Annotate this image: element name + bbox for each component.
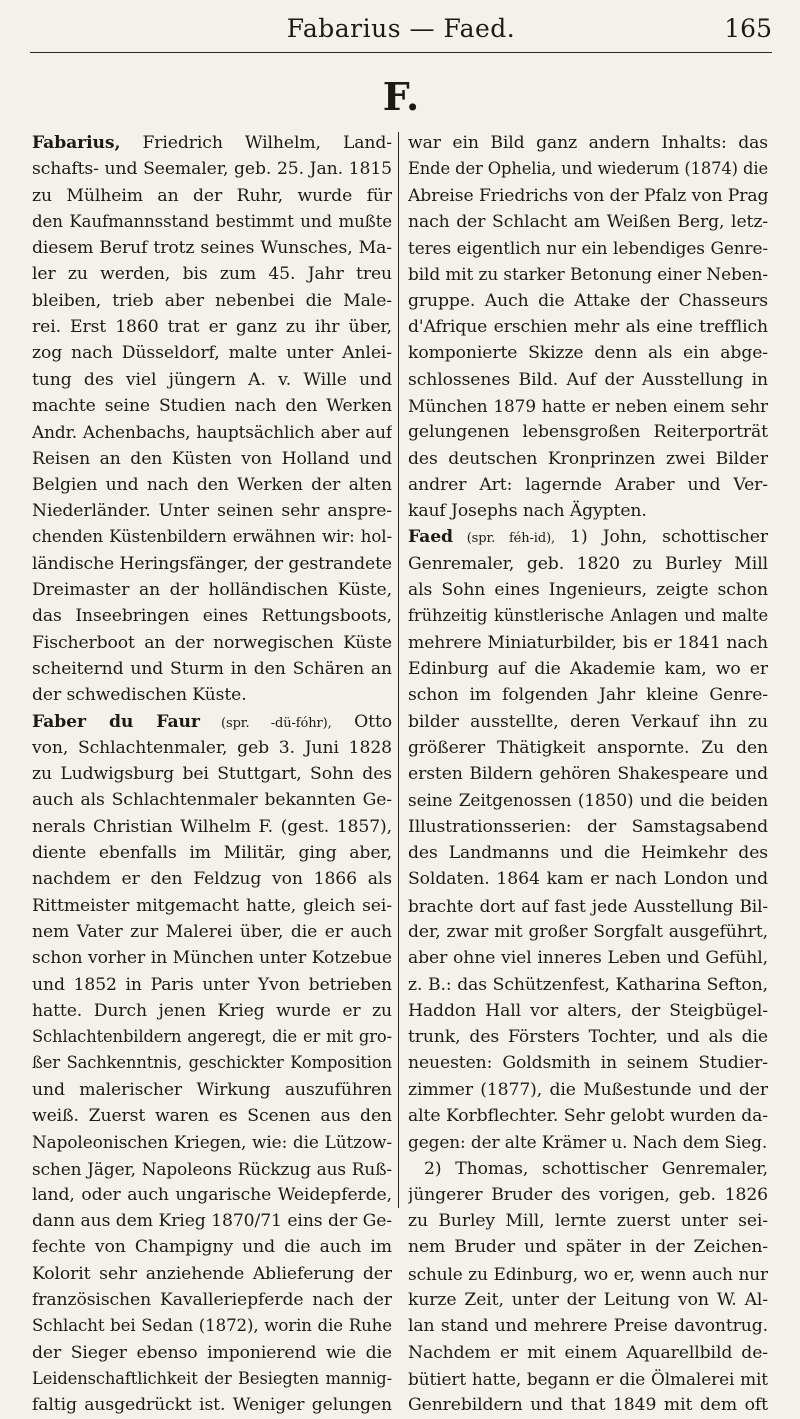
- line-text: Napoleonischen Kriegen, wie: die Lützow-: [32, 1132, 392, 1153]
- line-text: schon im folgenden Jahr kleine Genre-: [408, 685, 768, 706]
- line-text: Genremaler, geb. 1820 zu Burley Mill: [408, 553, 768, 574]
- line-text: land, oder auch ungarische Weidepferde,: [32, 1184, 392, 1205]
- text-line: [408, 235, 768, 261]
- line-text: schule zu Edinburg, wo er, wenn auch nur: [408, 1263, 768, 1284]
- text-line: [32, 1024, 392, 1050]
- line-text: schlossenes Bild. Auf der Ausstellung in: [408, 369, 768, 390]
- line-text: der, zwar mit großer Sorgfalt ausgeführt,: [408, 921, 768, 942]
- line-text: hatte. Durch jenen Krieg wurde er zu: [32, 1000, 392, 1021]
- text-line: [32, 1340, 392, 1366]
- line-text: mehrere Miniaturbilder, bis er 1841 nach: [408, 632, 768, 653]
- text-line: [408, 261, 768, 287]
- line-text: größerer Thätigkeit anspornte. Zu den: [408, 737, 768, 758]
- line-text: Genrebildern und that 1849 mit dem oft: [408, 1395, 768, 1416]
- right-column: [408, 130, 768, 1419]
- line-text: und malerischer Wirkung auszuführen: [32, 1079, 392, 1100]
- text-line: [408, 288, 768, 314]
- entry-headword: Faed: [408, 527, 453, 548]
- text-line: [408, 183, 768, 209]
- text-line: [408, 972, 768, 998]
- line-text: der Sieger ebenso imponierend wie die: [32, 1342, 392, 1363]
- text-line: [32, 893, 392, 919]
- text-line: [32, 367, 392, 393]
- line-text: und 1852 in Paris unter Yvon betrieben: [32, 974, 392, 995]
- line-text: 2) Thomas, schottischer Genremaler,: [424, 1158, 768, 1179]
- line-text: Leidenschaftlichkeit der Besiegten mannig-: [32, 1368, 392, 1388]
- line-text: Soldaten. 1864 kam er nach London und: [408, 869, 768, 890]
- pronunciation-note: (spr. -dü-fóhr),: [199, 715, 332, 731]
- text-line: [32, 209, 392, 235]
- text-line: [408, 840, 768, 866]
- text-line: [32, 1077, 392, 1103]
- text-line: [408, 393, 768, 419]
- line-text: das Inseebringen eines Rettungsboots,: [32, 606, 392, 627]
- text-line: [32, 787, 392, 813]
- line-text: nerals Christian Wilhelm F. (gest. 1857),: [32, 816, 392, 837]
- text-line: [32, 1182, 392, 1208]
- page-number: 165: [724, 14, 772, 43]
- text-line: [408, 1103, 768, 1129]
- line-text: des deutschen Kronprinzen zwei Bilder: [408, 448, 768, 469]
- running-header: [30, 14, 772, 48]
- text-line: [408, 656, 768, 682]
- line-text: tung des viel jüngern A. v. Wille und: [32, 369, 392, 390]
- text-line: [32, 1261, 392, 1287]
- text-line: [32, 419, 392, 445]
- line-text: schon vorher in München unter Kotzebue: [32, 948, 392, 969]
- text-line: [408, 761, 768, 787]
- text-line: [32, 393, 392, 419]
- line-text: bleiben, trieb aber nebenbei die Male-: [32, 290, 392, 311]
- text-line: [408, 603, 768, 629]
- text-line: [408, 709, 768, 735]
- entry-headword: Faber du Faur: [32, 711, 200, 732]
- line-text: Friedrich Wilhelm, Land-: [120, 133, 392, 153]
- line-text: diesem Beruf trotz seines Wunsches, Ma-: [32, 238, 392, 259]
- pronunciation-note: (spr. féh-id),: [452, 531, 556, 547]
- left-column: [32, 130, 392, 1419]
- text-line: [408, 551, 768, 577]
- line-text: andrer Art: lagernde Araber und Ver-: [408, 474, 768, 495]
- text-line: [32, 1366, 392, 1392]
- line-text: zu Mülheim an der Ruhr, wurde für: [32, 185, 392, 206]
- column-divider: [398, 132, 399, 1208]
- line-text: ßer Sachkenntnis, geschickter Komposition: [32, 1053, 392, 1073]
- text-line: [408, 340, 768, 366]
- line-text: teres eigentlich nur ein lebendiges Genre-: [408, 238, 768, 259]
- text-line: [408, 209, 768, 235]
- line-text: den Kaufmannsstand bestimmt und mußte: [32, 211, 392, 231]
- line-text: auch als Schlachtenmaler bekannten Ge-: [32, 790, 392, 811]
- text-line: [32, 945, 392, 971]
- line-text: jüngerer Bruder des vorigen, geb. 1826: [408, 1184, 768, 1205]
- line-text: gegen: der alte Krämer u. Nach dem Sieg.: [408, 1132, 768, 1153]
- text-line: [408, 1050, 768, 1076]
- text-line: [408, 130, 768, 156]
- text-line: [32, 603, 392, 629]
- text-line: [32, 919, 392, 945]
- text-line: [32, 261, 392, 287]
- text-line: [32, 998, 392, 1024]
- line-text: zu Burley Mill, lernte zuerst unter sei-: [408, 1211, 768, 1232]
- line-text: chenden Küstenbildern erwähnen wir: hol-: [32, 527, 392, 547]
- line-text: schafts- und Seemaler, geb. 25. Jan. 1815: [32, 159, 392, 180]
- line-text: Fischerboot an der norwegischen Küste: [32, 632, 392, 653]
- text-line: [408, 735, 768, 761]
- text-line: [32, 340, 392, 366]
- text-line: [32, 446, 392, 472]
- line-text: ersten Bildern gehören Shakespeare und: [408, 764, 768, 785]
- line-text: zimmer (1877), die Mußestunde und der: [408, 1079, 768, 1100]
- running-title: Fabarius — Faed.: [286, 14, 516, 43]
- text-line: [408, 577, 768, 603]
- line-text: Niederländer. Unter seinen sehr anspre-: [32, 501, 392, 522]
- text-line: [32, 1313, 392, 1339]
- line-text: zog nach Düsseldorf, malte unter Anlei-: [32, 343, 392, 364]
- line-text: komponierte Skizze denn als ein abge-: [408, 343, 768, 364]
- text-line: [32, 1050, 392, 1076]
- text-line: [408, 1261, 768, 1287]
- text-line: [32, 814, 392, 840]
- text-line: [408, 367, 768, 393]
- line-text: ländische Heringsfänger, der gestrandete: [32, 553, 392, 574]
- text-line: [32, 1234, 392, 1260]
- line-text: Andr. Achenbachs, hauptsächlich aber auf: [32, 422, 392, 443]
- text-line: [32, 183, 392, 209]
- text-line: [408, 1234, 768, 1260]
- line-text: des Landmanns und die Heimkehr des: [408, 843, 768, 864]
- line-text: z. B.: das Schützenfest, Katharina Sefton,: [408, 974, 768, 995]
- text-line: [408, 472, 768, 498]
- line-text: München 1879 hatte er neben einem sehr: [408, 395, 768, 416]
- text-line: [408, 1156, 768, 1182]
- line-text: weiß. Zuerst waren es Scenen aus den: [32, 1105, 392, 1126]
- text-line: [32, 735, 392, 761]
- text-line: [32, 551, 392, 577]
- text-line: [408, 156, 768, 182]
- line-text: Abreise Friedrichs von der Pfalz von Prag: [408, 185, 768, 206]
- line-text: gelungenen lebensgroßen Reiterporträt: [408, 422, 768, 443]
- line-text: Illustrationsserien: der Samstagsabend: [408, 816, 768, 837]
- text-line: [32, 682, 392, 708]
- line-text: scheiternd und Sturm in den Schären an: [32, 658, 392, 679]
- text-line: [32, 709, 392, 735]
- section-letter: F.: [382, 74, 420, 119]
- text-line: [32, 472, 392, 498]
- line-text: Belgien und nach den Werken der alten: [32, 474, 392, 495]
- line-text: dann aus dem Krieg 1870/71 eins der Ge-: [32, 1211, 392, 1232]
- text-line: [32, 235, 392, 261]
- text-line: [408, 1182, 768, 1208]
- line-text: fechte von Champigny und die auch im: [32, 1237, 392, 1258]
- line-text: Rittmeister mitgemacht hatte, gleich sei-: [32, 895, 392, 916]
- line-text: kurze Zeit, unter der Leitung von W. Al-: [408, 1290, 768, 1311]
- line-text: gruppe. Auch die Attake der Chasseurs: [408, 290, 768, 311]
- line-text: d'Afrique erschien mehr als eine trefflich: [408, 317, 768, 338]
- text-line: [32, 1156, 392, 1182]
- text-line: [32, 761, 392, 787]
- line-text: faltig ausgedrückt ist. Weniger gelungen: [32, 1395, 392, 1416]
- text-line: [408, 1287, 768, 1313]
- entry-headword: Fabarius,: [32, 133, 121, 153]
- text-line: [32, 972, 392, 998]
- line-text: bilder ausstellte, deren Verkauf ihn zu: [408, 711, 768, 732]
- line-text: alte Korbflechter. Sehr gelobt wurden da-: [408, 1105, 768, 1126]
- text-line: [408, 998, 768, 1024]
- line-text: trunk, des Försters Tochter, und als die: [408, 1027, 768, 1048]
- line-text: als Sohn eines Ingenieurs, zeigte schon: [408, 580, 768, 601]
- line-text: nach der Schlacht am Weißen Berg, letz-: [408, 211, 768, 232]
- line-text: machte seine Studien nach den Werken: [32, 395, 392, 416]
- line-text: kauf Josephs nach Ägypten.: [408, 501, 647, 522]
- text-line: [408, 1340, 768, 1366]
- text-line: [408, 419, 768, 445]
- line-text: ler zu werden, bis zum 45. Jahr treu: [32, 264, 392, 285]
- text-line: [408, 498, 768, 524]
- line-text: Reisen an den Küsten von Holland und: [32, 448, 392, 469]
- line-text: neuesten: Goldsmith in seinem Studier-: [408, 1053, 768, 1074]
- line-text: französischen Kavalleriepferde nach der: [32, 1290, 392, 1311]
- line-text: Nachdem er mit einem Aquarellbild de-: [408, 1342, 768, 1363]
- text-line: [408, 866, 768, 892]
- line-text: Haddon Hall vor alters, der Steigbügel-: [408, 1000, 768, 1021]
- text-line: [408, 1366, 768, 1392]
- line-text: schen Jäger, Napoleons Rückzug aus Ruß-: [32, 1158, 392, 1179]
- text-line: [32, 314, 392, 340]
- line-text: von, Schlachtenmaler, geb 3. Juni 1828: [32, 737, 392, 758]
- text-line: [32, 840, 392, 866]
- line-text: war ein Bild ganz andern Inhalts: das: [408, 133, 768, 153]
- line-text: nem Bruder und später in der Zeichen-: [408, 1237, 768, 1258]
- text-line: [408, 919, 768, 945]
- text-line: [32, 866, 392, 892]
- text-line: [408, 1208, 768, 1234]
- line-text: nem Vater zur Malerei über, die er auch: [32, 921, 392, 942]
- text-line: [408, 1024, 768, 1050]
- line-text: frühzeitig künstlerische Anlagen und malte: [408, 606, 768, 626]
- text-line: [408, 446, 768, 472]
- text-line: [32, 156, 392, 182]
- line-text: Dreimaster an der holländischen Küste,: [32, 580, 392, 601]
- text-line: [408, 682, 768, 708]
- line-text: zu Ludwigsburg bei Stuttgart, Sohn des: [32, 764, 392, 785]
- text-line: [408, 1392, 768, 1418]
- line-text: Schlacht bei Sedan (1872), worin die Ruhe: [32, 1316, 392, 1336]
- line-text: Ende der Ophelia, und wiederum (1874) die: [408, 159, 768, 179]
- text-line: [408, 1129, 768, 1155]
- text-line: [408, 1313, 768, 1339]
- line-text: lan stand und mehrere Preise davontrug.: [408, 1316, 768, 1337]
- text-line: [408, 893, 768, 919]
- line-text: seine Zeitgenossen (1850) und die beiden: [408, 790, 768, 811]
- line-text: bütiert hatte, begann er die Ölmalerei mit: [408, 1368, 768, 1389]
- text-line: [32, 288, 392, 314]
- line-text: rei. Erst 1860 trat er ganz zu ihr über,: [32, 317, 392, 338]
- line-text: 1) John, schottischer: [555, 527, 768, 548]
- text-line: [32, 1208, 392, 1234]
- text-line: [32, 1129, 392, 1155]
- line-text: brachte dort auf fast jede Ausstellung Bil-: [408, 895, 768, 916]
- text-line: [32, 498, 392, 524]
- text-line: [32, 1392, 392, 1418]
- text-line: [408, 787, 768, 813]
- line-text: diente ebenfalls im Militär, ging aber,: [32, 843, 392, 864]
- text-line: [408, 1077, 768, 1103]
- text-line: [32, 630, 392, 656]
- text-line: [32, 577, 392, 603]
- line-text: Otto: [331, 711, 392, 732]
- line-text: nachdem er den Feldzug von 1866 als: [32, 869, 392, 890]
- line-text: bild mit zu starker Betonung einer Neben-: [408, 264, 768, 285]
- text-line: [32, 1103, 392, 1129]
- line-text: aber ohne viel inneres Leben und Gefühl,: [408, 948, 768, 969]
- line-text: der schwedischen Küste.: [32, 685, 247, 706]
- line-text: Kolorit sehr anziehende Ablieferung der: [32, 1263, 392, 1284]
- text-line: [32, 524, 392, 550]
- header-rule: [30, 52, 772, 53]
- line-text: Schlachtenbildern angeregt, die er mit gro-: [32, 1027, 392, 1047]
- line-text: Edinburg auf die Akademie kam, wo er: [408, 658, 768, 679]
- text-line: [32, 656, 392, 682]
- text-line: [408, 945, 768, 971]
- text-line: [408, 814, 768, 840]
- text-line: [408, 524, 768, 550]
- text-line: [32, 130, 392, 156]
- text-line: [408, 630, 768, 656]
- text-line: [408, 314, 768, 340]
- text-line: [32, 1287, 392, 1313]
